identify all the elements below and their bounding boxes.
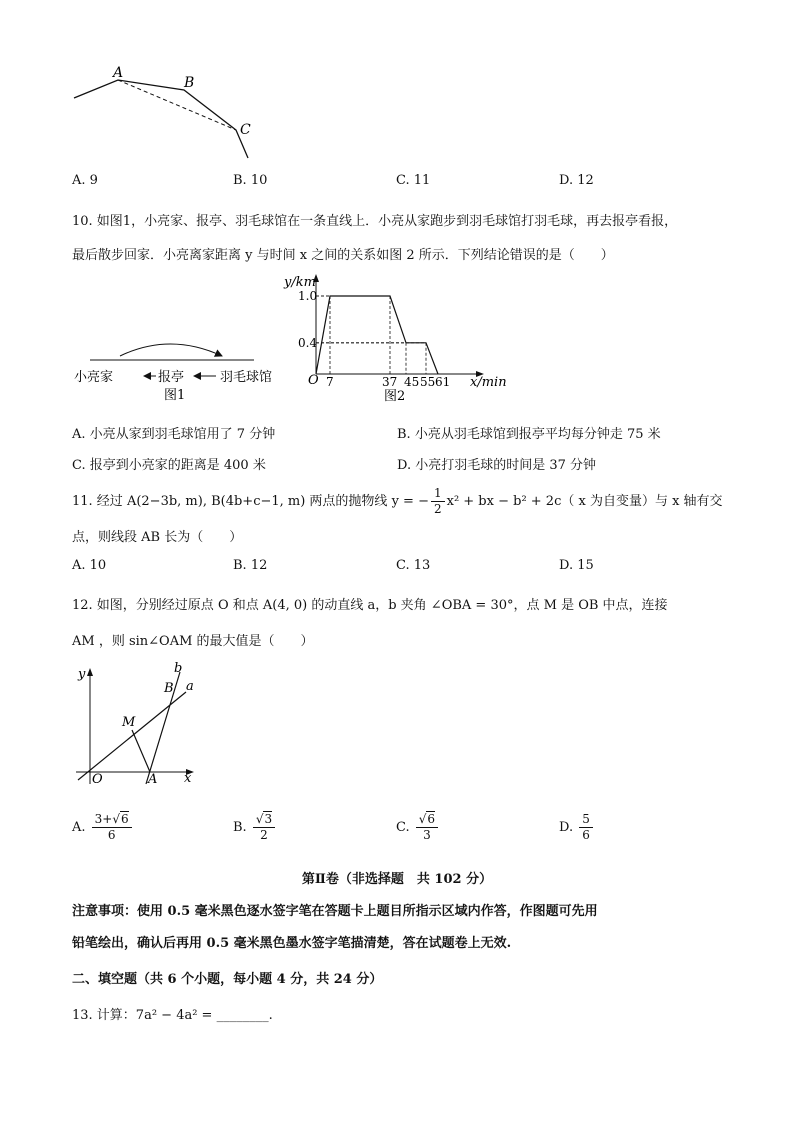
q12-option-a-num: 3+ bbox=[94, 812, 113, 826]
x-tick-label: 7 bbox=[326, 375, 334, 389]
x-tick-label: 45 bbox=[404, 375, 420, 389]
q12-option-d-num: 5 bbox=[579, 812, 593, 828]
q11-stem-line1 bbox=[72, 486, 723, 517]
q11-stem-line2: 点，则线段 AB 长为（ ） bbox=[72, 530, 243, 545]
x-axis-label: x/min bbox=[470, 375, 507, 390]
q11-frac-num: 1 bbox=[431, 486, 445, 502]
fill-in-section-title: 二、填空题（共 6 个小题，每小题 4 分，共 24 分） bbox=[72, 972, 383, 987]
q12-y-label: y bbox=[78, 667, 86, 682]
polyline-figure bbox=[60, 60, 280, 170]
x-tick-label: 55 bbox=[420, 375, 436, 389]
q11-option-c: C. 13 bbox=[396, 558, 431, 573]
q12-coordinate-figure bbox=[68, 658, 208, 788]
q12-option-a-fraction: $\frac{3+√6}{6}$ bbox=[92, 812, 132, 843]
q12-option-d-den: 6 bbox=[582, 828, 590, 842]
q10-stem-line2: 最后散步回家．小亮离家距离 y 与时间 x 之间的关系如图 2 所示．下列结论错误的是（ ） bbox=[72, 248, 614, 263]
q11-fraction bbox=[431, 486, 445, 517]
q12-option-b-letter: B. bbox=[233, 820, 247, 835]
q13-stem: 13. 计算：7a² − 4a² = ________. bbox=[72, 1008, 273, 1023]
q12-option-c-fraction: $\frac{√6}{3}$ bbox=[416, 812, 438, 843]
q12-option-a-den: 6 bbox=[107, 828, 116, 842]
q12-option-b-fraction: $\frac{√3}{2}$ bbox=[253, 812, 275, 843]
q12-line-a-label: a bbox=[186, 679, 194, 694]
figure-2-distance-time-graph bbox=[280, 270, 520, 410]
q10-option-a: A. 小亮从家到羽毛球馆用了 7 分钟 bbox=[72, 427, 276, 442]
q10-option-d: D. 小亮打羽毛球的时间是 37 分钟 bbox=[397, 458, 597, 473]
y-tick-label: 0.4 bbox=[298, 335, 318, 350]
figure-1-number-line bbox=[70, 330, 300, 410]
q11-text-a: 11. 经过 A(2−3b, m), B(4b+c−1, m) 两点的抛物线 y = − bbox=[72, 494, 429, 509]
q11-option-d: D. 15 bbox=[559, 558, 594, 573]
q12-point-b-label: B bbox=[164, 681, 174, 696]
point-label-a: A bbox=[113, 65, 124, 81]
series-line bbox=[316, 296, 438, 374]
q12-option-d bbox=[559, 812, 595, 843]
q10-option-b: B. 小亮从羽毛球馆到报亭平均每分钟走 75 米 bbox=[397, 427, 661, 442]
q11-option-a: A. 10 bbox=[72, 558, 107, 573]
q10-option-c: C. 报亭到小亮家的距离是 400 米 bbox=[72, 458, 266, 473]
y-tick-label: 1.0 bbox=[298, 289, 318, 303]
x-tick-label: 37 bbox=[382, 375, 398, 389]
q9-option-a: A. 9 bbox=[72, 173, 98, 188]
q12-point-m-label: M bbox=[122, 715, 136, 730]
origin-label: O bbox=[308, 373, 319, 388]
q12-option-a-letter: A. bbox=[72, 820, 86, 835]
q12-option-c bbox=[396, 812, 440, 843]
y-axis-label: y/km bbox=[284, 275, 316, 290]
q11-frac-den: 2 bbox=[433, 502, 442, 516]
figure-2-caption: 图2 bbox=[384, 389, 406, 404]
notice-line1: 注意事项：使用 0.5 毫米黑色逐水签字笔在答题卡上题目所指示区域内作答，作图题可先用 bbox=[72, 904, 598, 919]
q12-option-b bbox=[233, 812, 277, 843]
q12-option-c-den: 3 bbox=[423, 828, 431, 842]
q12-option-c-root: 6 bbox=[427, 812, 436, 826]
section-2-title: 第Ⅱ卷（非选择题 共 102 分） bbox=[301, 872, 493, 887]
label-home: 小亮家 bbox=[74, 370, 114, 385]
q12-stem-line1: 12. 如图，分别经过原点 O 和点 A(4, 0) 的动直线 a，b 夹角 ∠OBA = 30°，点 M 是 OB 中点，连接 bbox=[72, 598, 668, 613]
q12-option-d-letter: D. bbox=[559, 820, 574, 835]
q12-option-b-den: 2 bbox=[260, 828, 268, 842]
q9-option-c: C. 11 bbox=[396, 173, 431, 188]
q12-option-a-root: 6 bbox=[121, 812, 129, 826]
q12-option-a bbox=[72, 812, 134, 843]
q9-option-d: D. 12 bbox=[559, 173, 594, 188]
q12-x-label: x bbox=[184, 771, 192, 786]
q12-line-b-label: b bbox=[174, 661, 183, 676]
figure-1-caption: 图1 bbox=[164, 388, 186, 403]
x-tick-label: 61 bbox=[435, 375, 451, 389]
label-kiosk: 报亭 bbox=[158, 370, 185, 385]
q12-option-b-root: 3 bbox=[264, 812, 273, 826]
q9-option-b: B. 10 bbox=[233, 173, 268, 188]
q12-point-a-label: A bbox=[148, 772, 158, 787]
label-gym: 羽毛球馆 bbox=[220, 370, 273, 385]
q12-origin-label: O bbox=[92, 772, 103, 787]
point-label-b: B bbox=[184, 75, 195, 91]
q10-stem-line1: 10. 如图1，小亮家、报亭、羽毛球馆在一条直线上．小亮从家跑步到羽毛球馆打羽毛球，再去报亭看报， bbox=[72, 214, 678, 229]
q12-option-d-fraction bbox=[579, 812, 593, 843]
q12-option-c-letter: C. bbox=[396, 820, 410, 835]
q11-text-b: x² + bx − b² + 2c（ x 为自变量）与 x 轴有交 bbox=[446, 494, 723, 509]
point-label-c: C bbox=[240, 122, 251, 138]
notice-line2: 铅笔绘出，确认后再用 0.5 毫米黑色墨水签字笔描清楚，答在试题卷上无效. bbox=[72, 936, 512, 951]
q11-option-b: B. 12 bbox=[233, 558, 268, 573]
q12-stem-line2: AM ，则 sin∠OAM 的最大值是（ ） bbox=[72, 634, 314, 649]
